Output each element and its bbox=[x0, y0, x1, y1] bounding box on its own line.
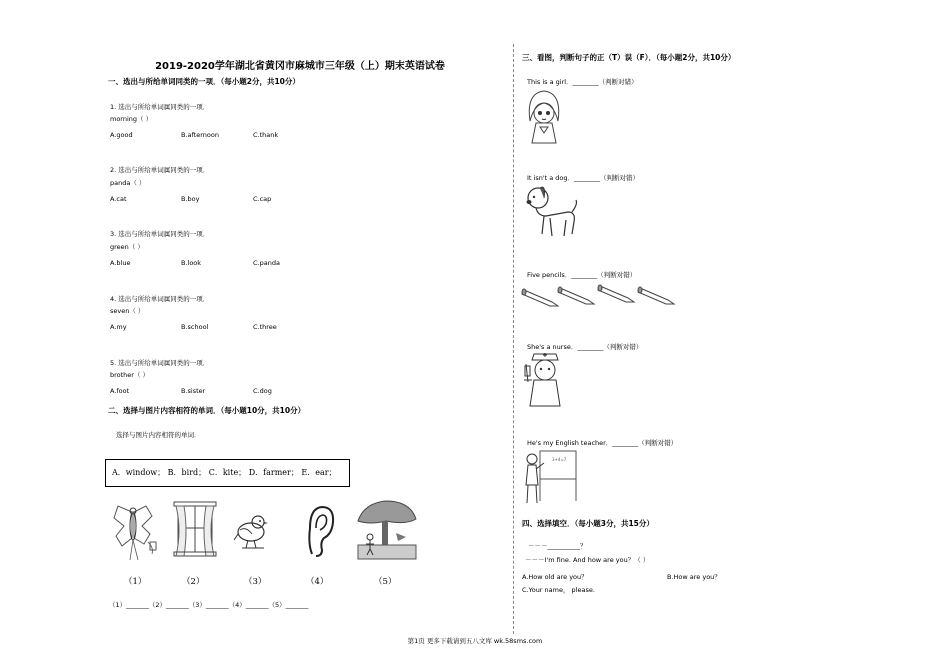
q4-option-c[interactable]: C.three bbox=[253, 323, 277, 331]
section2-heading: 二、选择与图片内容相符的单词．（每小题10分，共10分） bbox=[108, 406, 306, 415]
nurse-picture bbox=[520, 352, 570, 408]
dog-picture bbox=[524, 182, 580, 240]
kite-picture bbox=[108, 502, 160, 564]
q3-option-a[interactable]: A.blue bbox=[110, 259, 131, 267]
q3-option-b[interactable]: B.look bbox=[181, 259, 202, 267]
q4-word: seven（ ） bbox=[110, 307, 145, 315]
dialogue-line-1[interactable]: －－－__________？ bbox=[528, 542, 587, 550]
dialogue-line-2[interactable]: －－－I'm fine. And how are you？（ ） bbox=[525, 556, 650, 564]
tf-item-5[interactable]: He's my English teacher．________（判断对错） bbox=[527, 439, 678, 447]
q4-option-b[interactable]: B.school bbox=[181, 323, 209, 331]
picture-label-2: （2） bbox=[182, 577, 205, 587]
picture-label-4: （4） bbox=[306, 577, 329, 587]
q2-option-b[interactable]: B.boy bbox=[181, 195, 200, 203]
q5-stem: 5. 选出与所给单词属同类的一项． bbox=[110, 359, 210, 367]
tf-item-1[interactable]: This is a girl．________（判断对错） bbox=[527, 78, 638, 86]
q5-option-b[interactable]: B.sister bbox=[181, 387, 206, 395]
q1-word: morning（ ） bbox=[110, 115, 153, 123]
word-options: A．window； B．bird； C．kite； D．farmer； E．ear； bbox=[112, 468, 337, 477]
q-option-a[interactable]: A.How old are you？ bbox=[522, 573, 588, 581]
picture-label-1: （1） bbox=[124, 577, 147, 587]
teacher-picture bbox=[522, 449, 578, 505]
bird-picture bbox=[234, 508, 268, 554]
section3-heading: 三、看图，判断句子的正（T）误（F）．（每小题2分，共10分） bbox=[522, 53, 736, 62]
picture-label-3: （3） bbox=[244, 577, 267, 587]
tf-item-3[interactable]: Five pencils．________（判断对错） bbox=[527, 271, 637, 279]
farmer-picture bbox=[356, 499, 418, 563]
section1-heading: 一、选出与所给单词同类的一项．（每小题2分，共10分） bbox=[108, 77, 300, 86]
q3-option-c[interactable]: C.panda bbox=[253, 259, 280, 267]
q5-option-c[interactable]: C.dog bbox=[253, 387, 272, 395]
q-option-c[interactable]: C.Your name， please. bbox=[522, 586, 595, 594]
q1-option-c[interactable]: C.thank bbox=[253, 131, 279, 139]
q3-stem: 3. 选出与所给单词属同类的一项． bbox=[110, 230, 210, 238]
window-picture bbox=[172, 500, 218, 562]
q2-word: panda（ ） bbox=[110, 179, 146, 187]
ear-picture bbox=[304, 504, 336, 558]
exam-title: 2019-2020学年湖北省黄冈市麻城市三年级（上）期末英语试卷 bbox=[155, 61, 445, 72]
svg-text:3+4=7: 3+4=7 bbox=[552, 457, 567, 462]
section2-answer-line[interactable]: （1）_______（2）_______（3）_______（4）_______（5）_______ bbox=[109, 601, 309, 609]
page-footer: 第1页 更多下载请到五八文库 wk.58sms.com bbox=[407, 637, 543, 645]
q2-stem: 2. 选出与所给单词属同类的一项． bbox=[110, 166, 210, 174]
tf-item-4[interactable]: She's a nurse．________（判断对错） bbox=[527, 343, 643, 351]
q5-word: brother（ ） bbox=[110, 371, 150, 379]
pencils-picture bbox=[522, 284, 676, 310]
q4-option-a[interactable]: A.my bbox=[110, 323, 127, 331]
q1-option-b[interactable]: B.afternoon bbox=[181, 131, 219, 139]
q1-stem: 1. 选出与所给单词属同类的一项． bbox=[110, 103, 210, 111]
q5-option-a[interactable]: A.foot bbox=[110, 387, 130, 395]
q2-option-a[interactable]: A.cat bbox=[110, 195, 127, 203]
column-divider bbox=[513, 44, 514, 634]
picture-label-5: （5） bbox=[374, 577, 397, 587]
section2-instruction: 选择与图片内容相符的单词． bbox=[116, 431, 201, 439]
section4-heading: 四、选择填空．（每小题3分，共15分） bbox=[522, 519, 654, 528]
q4-stem: 4. 选出与所给单词属同类的一项． bbox=[110, 295, 210, 303]
q1-option-a[interactable]: A.good bbox=[110, 131, 133, 139]
tf-item-2[interactable]: It isn't a dog．________（判断对错） bbox=[527, 174, 640, 182]
q2-option-c[interactable]: C.cap bbox=[253, 195, 272, 203]
q-option-b[interactable]: B.How are you？ bbox=[667, 573, 721, 581]
girl-picture bbox=[524, 87, 564, 145]
q3-word: green（ ） bbox=[110, 243, 144, 251]
